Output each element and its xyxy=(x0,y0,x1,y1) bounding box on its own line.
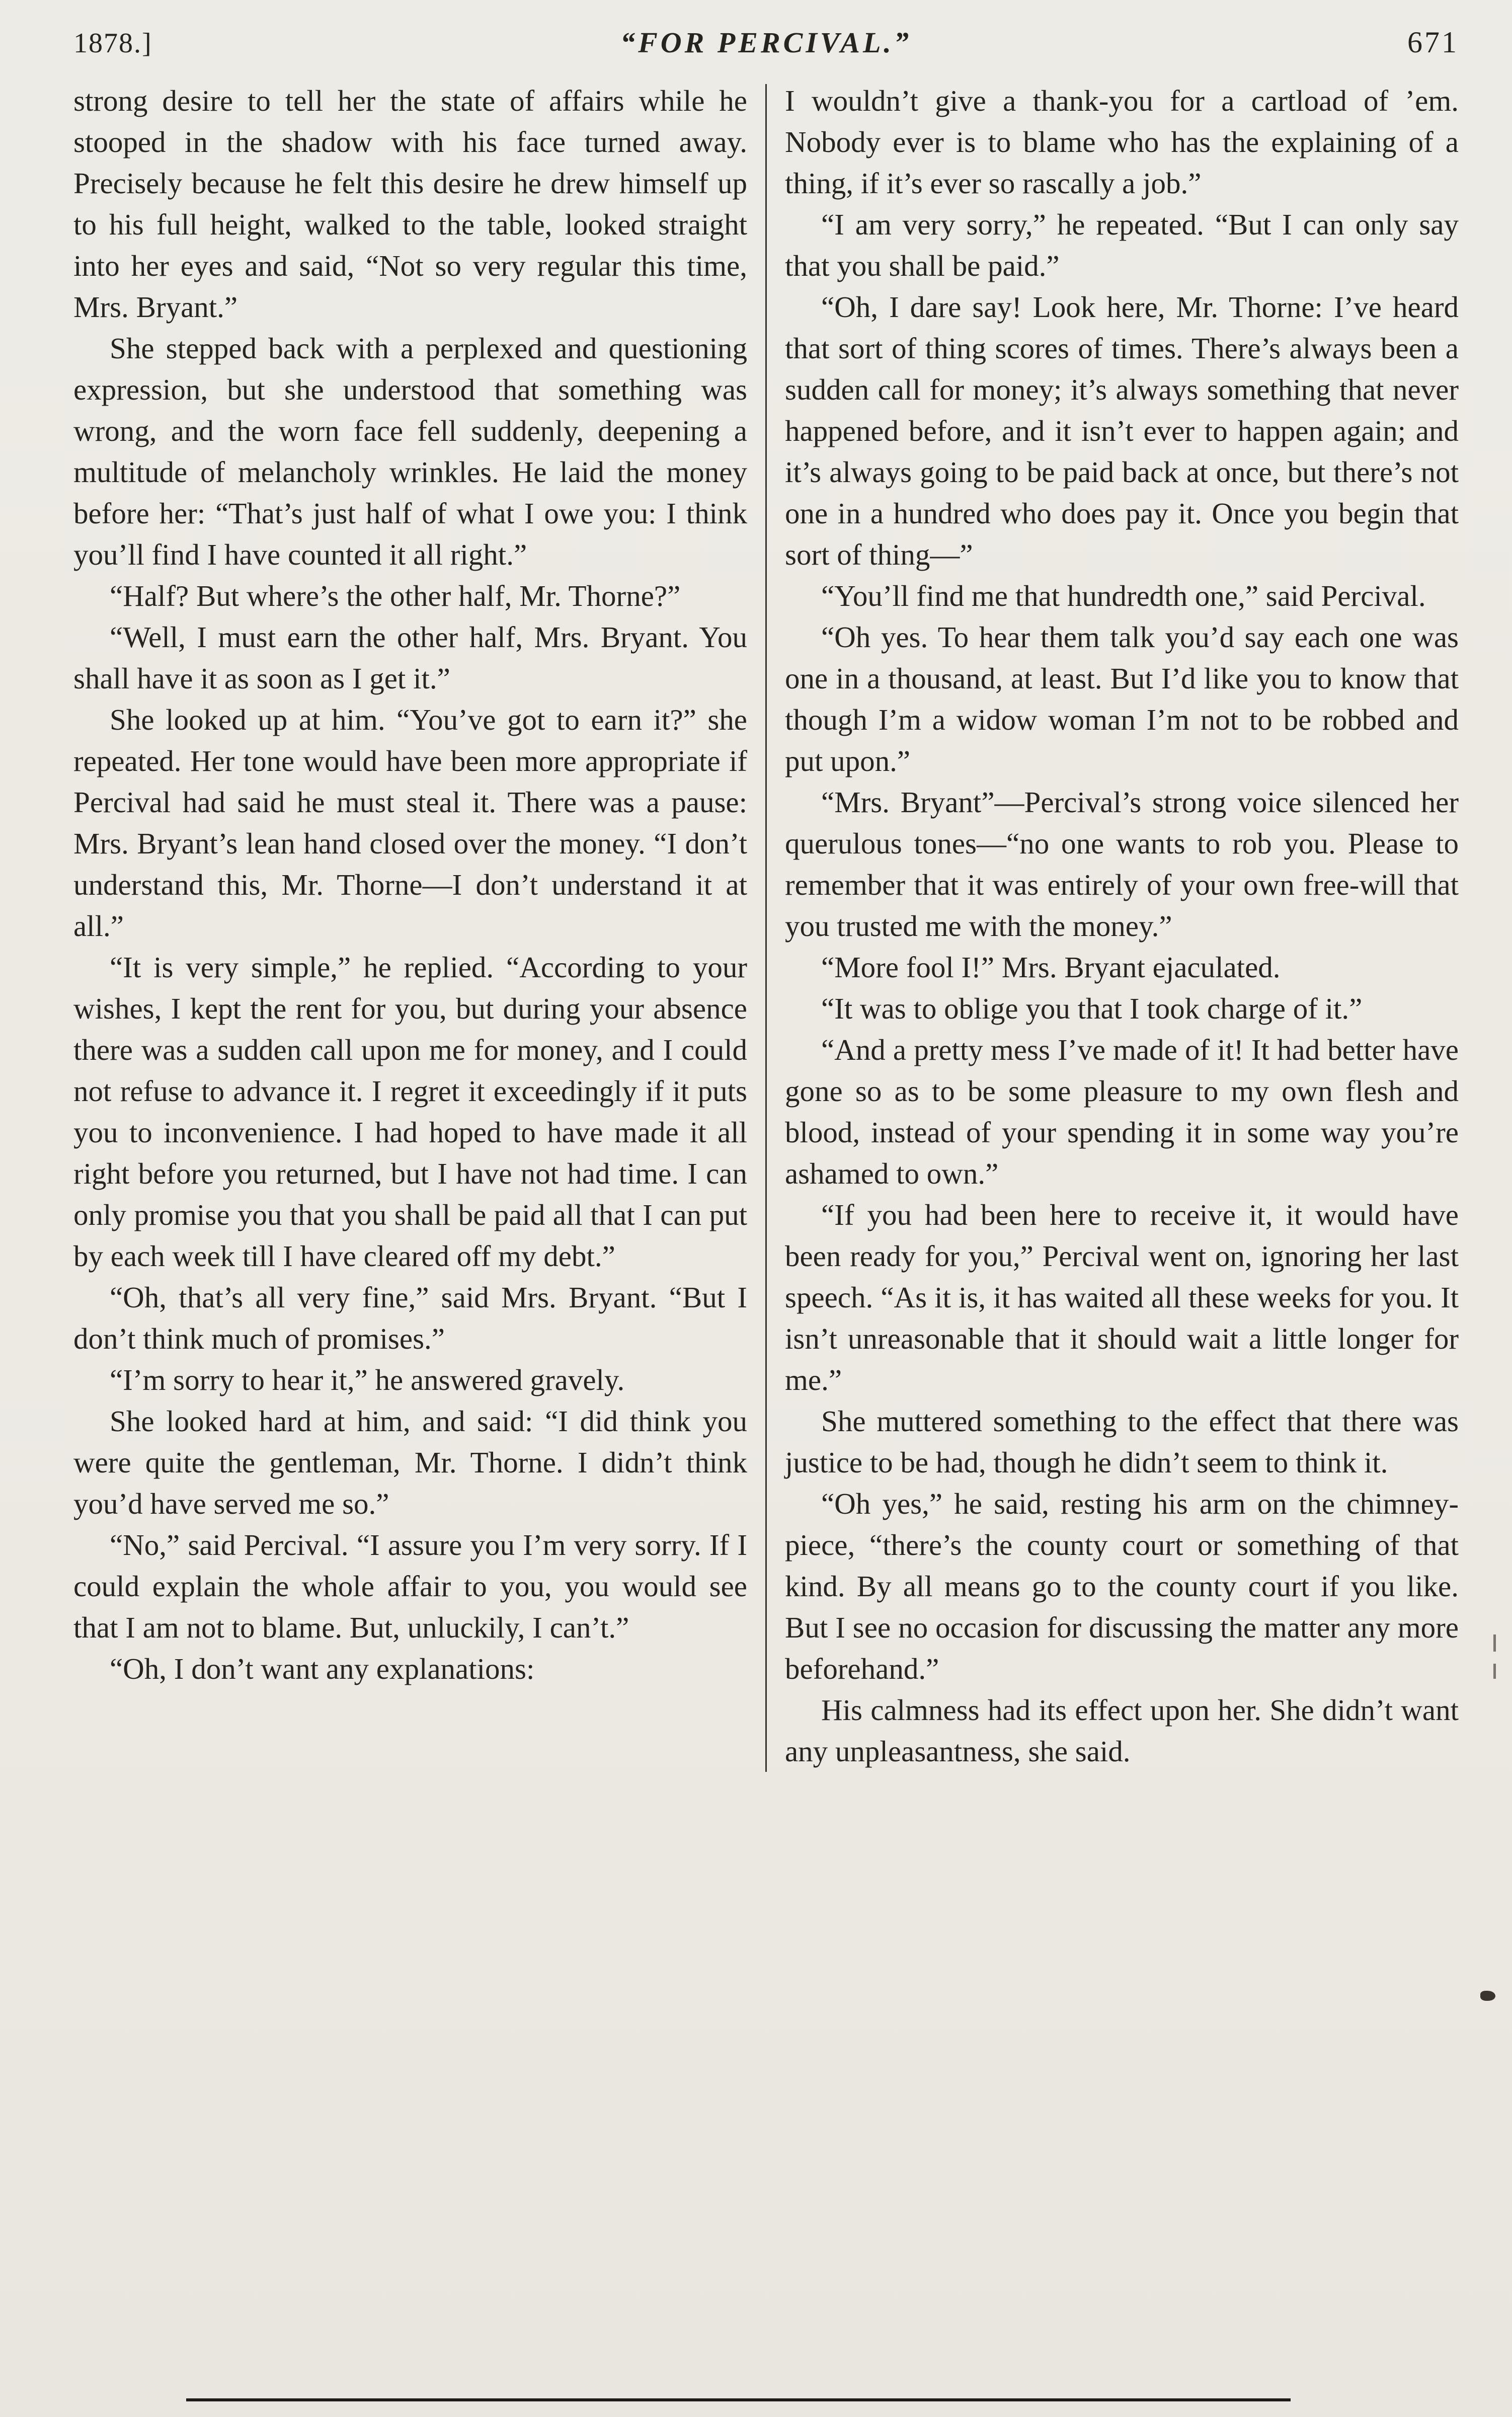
paragraph: “It is very simple,” he replied. “According to your wishes, I kept the rent for you, but during your absence there was a sudden call upon me for money, and I could not refuse to advance it. I regret it exceedingly if it puts you to inconvenience. I had hoped to have made it all right before you returned, but I have not had time. I can only promise you that you shall be paid all that I can put by each week till I have cleared off my debt.” xyxy=(73,951,747,1273)
paragraph: “Oh yes. To hear them talk you’d say each one was one in a thousand, at least. But I’d like you to know that though I’m a widow woman I’m not to be robbed and put upon.” xyxy=(785,620,1459,777)
header-page-number: 671 xyxy=(1407,26,1459,59)
paragraph: “No,” said Percival. “I assure you I’m very sorry. If I could explain the whole affair to you, you would see that I am not to blame. But, unluckily, I can’t.” xyxy=(73,1528,747,1644)
page-header xyxy=(73,25,1459,60)
left-column xyxy=(73,80,747,1772)
paragraph: “I am very sorry,” he repeated. “But I can only say that you shall be paid.” xyxy=(785,208,1459,282)
paragraph: “You’ll find me that hundredth one,” said Percival. xyxy=(821,579,1426,612)
header-title: “FOR PERCIVAL.” xyxy=(620,26,912,59)
scan-artifact xyxy=(1493,1634,1496,1652)
paragraph: “More fool I!” Mrs. Bryant ejaculated. xyxy=(821,951,1281,984)
paragraph: “Oh, I don’t want any explanations: xyxy=(110,1652,535,1685)
paragraph: His calmness had its effect upon her. She didn’t want any unpleasantness, she said. xyxy=(785,1693,1459,1768)
scan-artifact xyxy=(1480,1991,1495,2001)
text-columns xyxy=(73,80,1459,1772)
paragraph: I wouldn’t give a thank-you for a cartload of ’em. Nobody ever is to blame who has the explaining of a thing, if it’s ever so rascally a job.” xyxy=(785,84,1459,200)
paragraph: “Well, I must earn the other half, Mrs. Bryant. You shall have it as soon as I get it.” xyxy=(73,620,747,695)
paragraph: She muttered something to the effect that there was justice to be had, though he didn’t seem to think it. xyxy=(785,1405,1459,1479)
paragraph: “Oh, that’s all very fine,” said Mrs. Bryant. “But I don’t think much of promises.” xyxy=(73,1281,747,1355)
paragraph: strong desire to tell her the state of affairs while he stooped in the shadow with his face turned away. Precisely because he felt this desire he drew himself up to his full height, walked to the table, looked straight into her eyes and said, “Not so very regular this time, Mrs. Bryant.” xyxy=(73,84,747,324)
column-divider-rule xyxy=(765,84,767,1772)
paragraph: “I’m sorry to hear it,” he answered gravely. xyxy=(110,1363,625,1396)
paragraph: “It was to oblige you that I took charge of it.” xyxy=(821,992,1363,1025)
paragraph: “If you had been here to receive it, it would have been ready for you,” Percival went on, ignoring her last speech. “As it is, it has waited all these weeks for you. It isn’t unreasonable that it should wait a little longer for me.” xyxy=(785,1198,1459,1396)
bottom-scan-line xyxy=(186,2398,1291,2401)
paragraph: “Oh, I dare say! Look here, Mr. Thorne: I’ve heard that sort of thing scores of times. There’s always been a sudden call for money; it’s always something that never happened before, and it isn’t ever to happen again; and it’s always going to be paid back at once, but there’s not one in a hundred who does pay it. Once you begin that sort of thing—” xyxy=(785,290,1459,571)
header-year: 1878.] xyxy=(73,28,152,59)
paragraph: She stepped back with a perplexed and questioning expression, but she understood that something was wrong, and the worn face fell suddenly, deepening a multitude of melancholy wrinkles. He laid the money before her: “That’s just half of what I owe you: I think you’ll find I have counted it all right.” xyxy=(73,332,747,571)
paragraph: “Half? But where’s the other half, Mr. Thorne?” xyxy=(110,579,681,612)
paragraph: She looked hard at him, and said: “I did think you were quite the gentleman, Mr. Thorne. I didn’t think you’d have served me so.” xyxy=(73,1405,747,1520)
paragraph: She looked up at him. “You’ve got to earn it?” she repeated. Her tone would have been more appropriate if Percival had said he must steal it. There was a pause: Mrs. Bryant’s lean hand closed over the money. “I don’t understand this, Mr. Thorne—I don’t understand it at all.” xyxy=(73,703,747,943)
paragraph: “And a pretty mess I’ve made of it! It had better have gone so as to be some pleasure to my own flesh and blood, instead of your spending it in some way you’re ashamed to own.” xyxy=(785,1033,1459,1190)
scan-artifact xyxy=(1493,1664,1496,1679)
paragraph: “Mrs. Bryant”—Percival’s strong voice silenced her querulous tones—“no one wants to rob you. Please to remember that it was entirely of your own free-will that you trusted me with the money.” xyxy=(785,786,1459,943)
right-column xyxy=(785,80,1459,1772)
paragraph: “Oh yes,” he said, resting his arm on the chimney-piece, “there’s the county court or something of that kind. By all means go to the county court if you like. But I see no occasion for discussing the matter any more beforehand.” xyxy=(785,1487,1459,1685)
